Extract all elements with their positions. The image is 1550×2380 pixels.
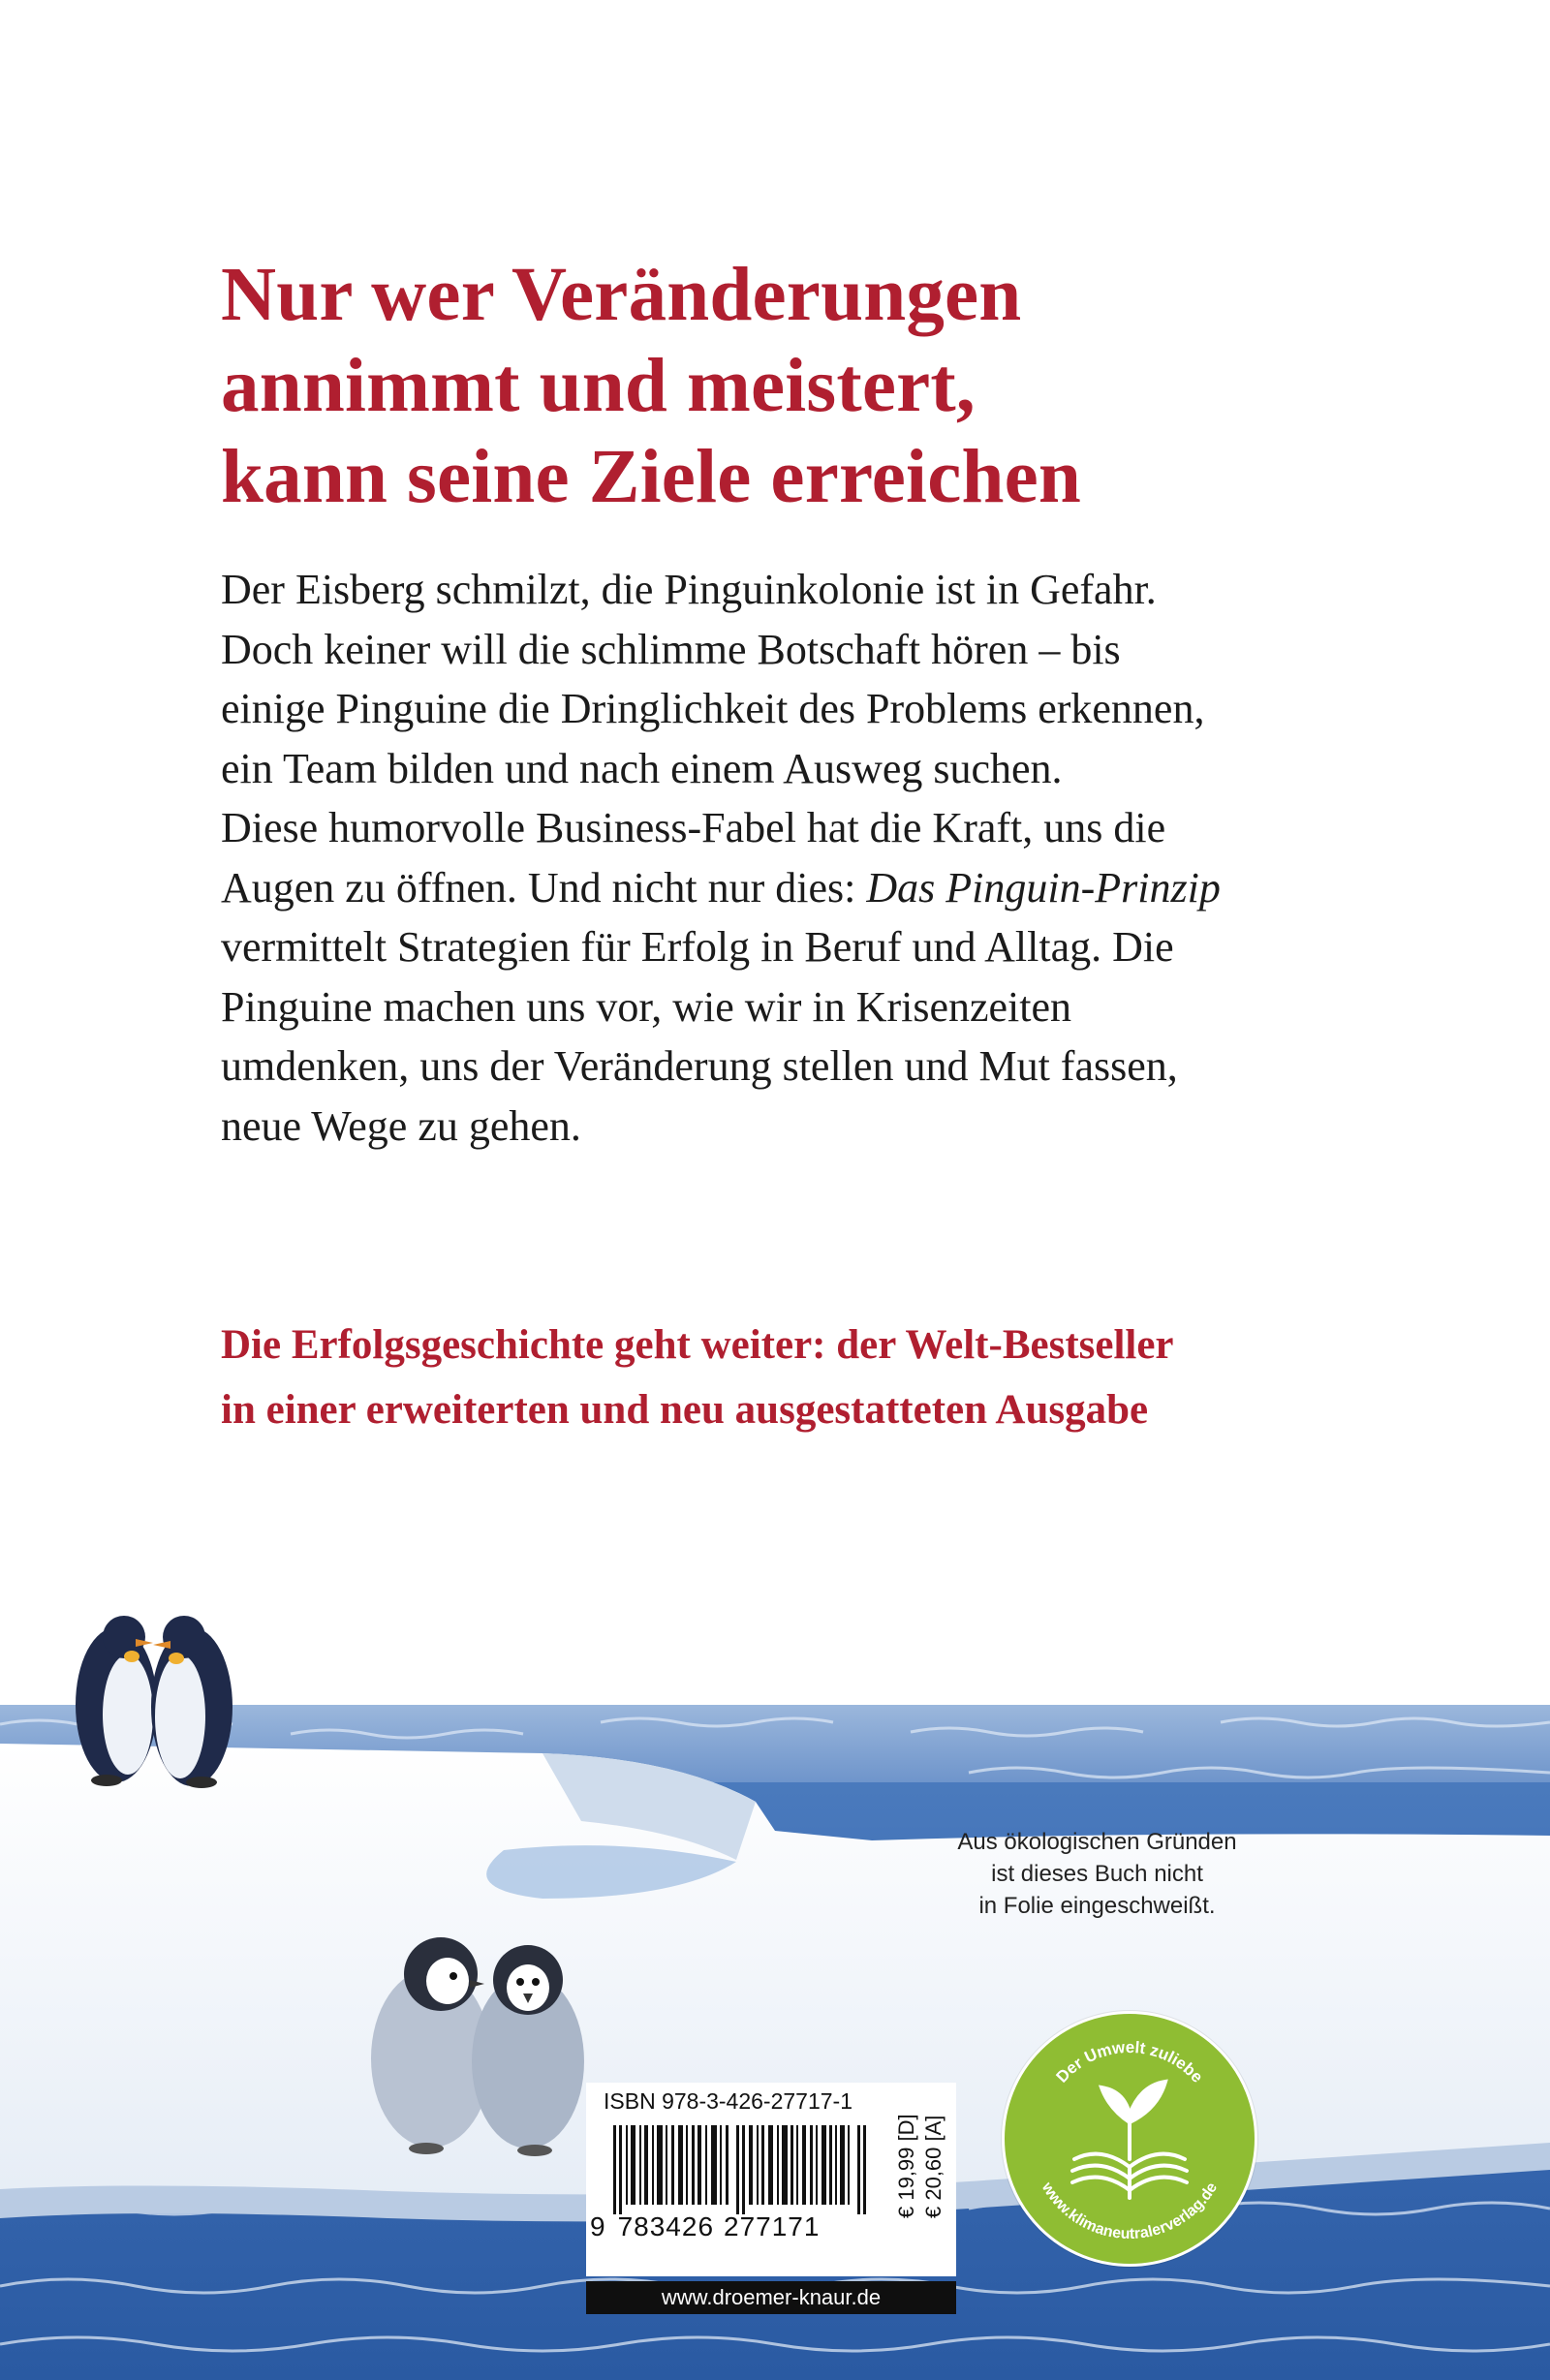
price-austria: € 20,60 [A]	[921, 2115, 946, 2218]
blurb	[221, 560, 1383, 1156]
price-germany: € 19,99 [D]	[894, 2114, 918, 2218]
eco-note-line: ist dieses Buch nicht	[991, 1861, 1203, 1887]
eco-note	[930, 1826, 1264, 1922]
isbn-barcode-panel	[586, 2083, 956, 2276]
blurb-text: Augen zu öffnen. Und nicht nur dies:	[221, 863, 867, 912]
blurb-line: Pinguine machen uns vor, wie wir in Krisenzeiten	[221, 982, 1072, 1031]
blurb-line: umdenken, uns der Veränderung stellen und Mut fassen,	[221, 1042, 1178, 1090]
badge-bottom-text: www.klimaneutralerverlag.de	[1038, 2179, 1222, 2243]
eco-note-line: Aus ökologischen Gründen	[957, 1829, 1237, 1855]
climate-neutral-badge	[1002, 2011, 1257, 2267]
tagline-line: in einer erweiterten und neu ausgestatteten Ausgabe	[221, 1387, 1149, 1433]
barcode-digits-left: 783426	[617, 2211, 715, 2241]
isbn-label: ISBN 978-3-426-27717-1	[604, 2088, 852, 2114]
headline-line: annimmt und meistert,	[221, 344, 976, 428]
headline-line: Nur wer Veränderungen	[221, 253, 1022, 337]
blurb-line: Der Eisberg schmilzt, die Pinguinkolonie ist in Gefahr.	[221, 566, 1157, 613]
price-block	[894, 2114, 952, 2257]
barcode	[604, 2125, 884, 2214]
blurb-line: ein Team bilden und nach einem Ausweg suchen.	[221, 744, 1063, 792]
eco-note-line: in Folie eingeschweißt.	[978, 1893, 1216, 1919]
barcode-digits	[590, 2211, 820, 2242]
barcode-digit-prefix: 9	[590, 2211, 606, 2241]
book-title-italic: Das Pinguin-Prinzip	[866, 863, 1221, 912]
book-with-seedling-icon	[1072, 2082, 1187, 2198]
blurb-line: vermittelt Strategien für Erfolg in Beruf und Alltag. Die	[221, 923, 1174, 971]
tagline	[221, 1313, 1383, 1442]
blurb-line	[221, 858, 1383, 918]
headline-line: kann seine Ziele erreichen	[221, 435, 1082, 519]
blurb-line: neue Wege zu gehen.	[221, 1101, 581, 1150]
adult-penguin-right	[151, 1616, 232, 1788]
barcode-digits-right: 277171	[724, 2211, 821, 2241]
tagline-line: Die Erfolgsgeschichte geht weiter: der Welt-Bestseller	[221, 1322, 1174, 1368]
badge-top-text: Der Umwelt zuliebe	[1052, 2037, 1207, 2086]
blurb-line: einige Pinguine die Dringlichkeit des Problems erkennen,	[221, 685, 1205, 732]
blurb-line: Diese humorvolle Business-Fabel hat die Kraft, uns die	[221, 804, 1166, 851]
blurb-line: Doch keiner will die schlimme Botschaft hören – bis	[221, 625, 1121, 673]
publisher-website: www.droemer-knaur.de	[586, 2281, 956, 2314]
headline	[221, 250, 1383, 523]
